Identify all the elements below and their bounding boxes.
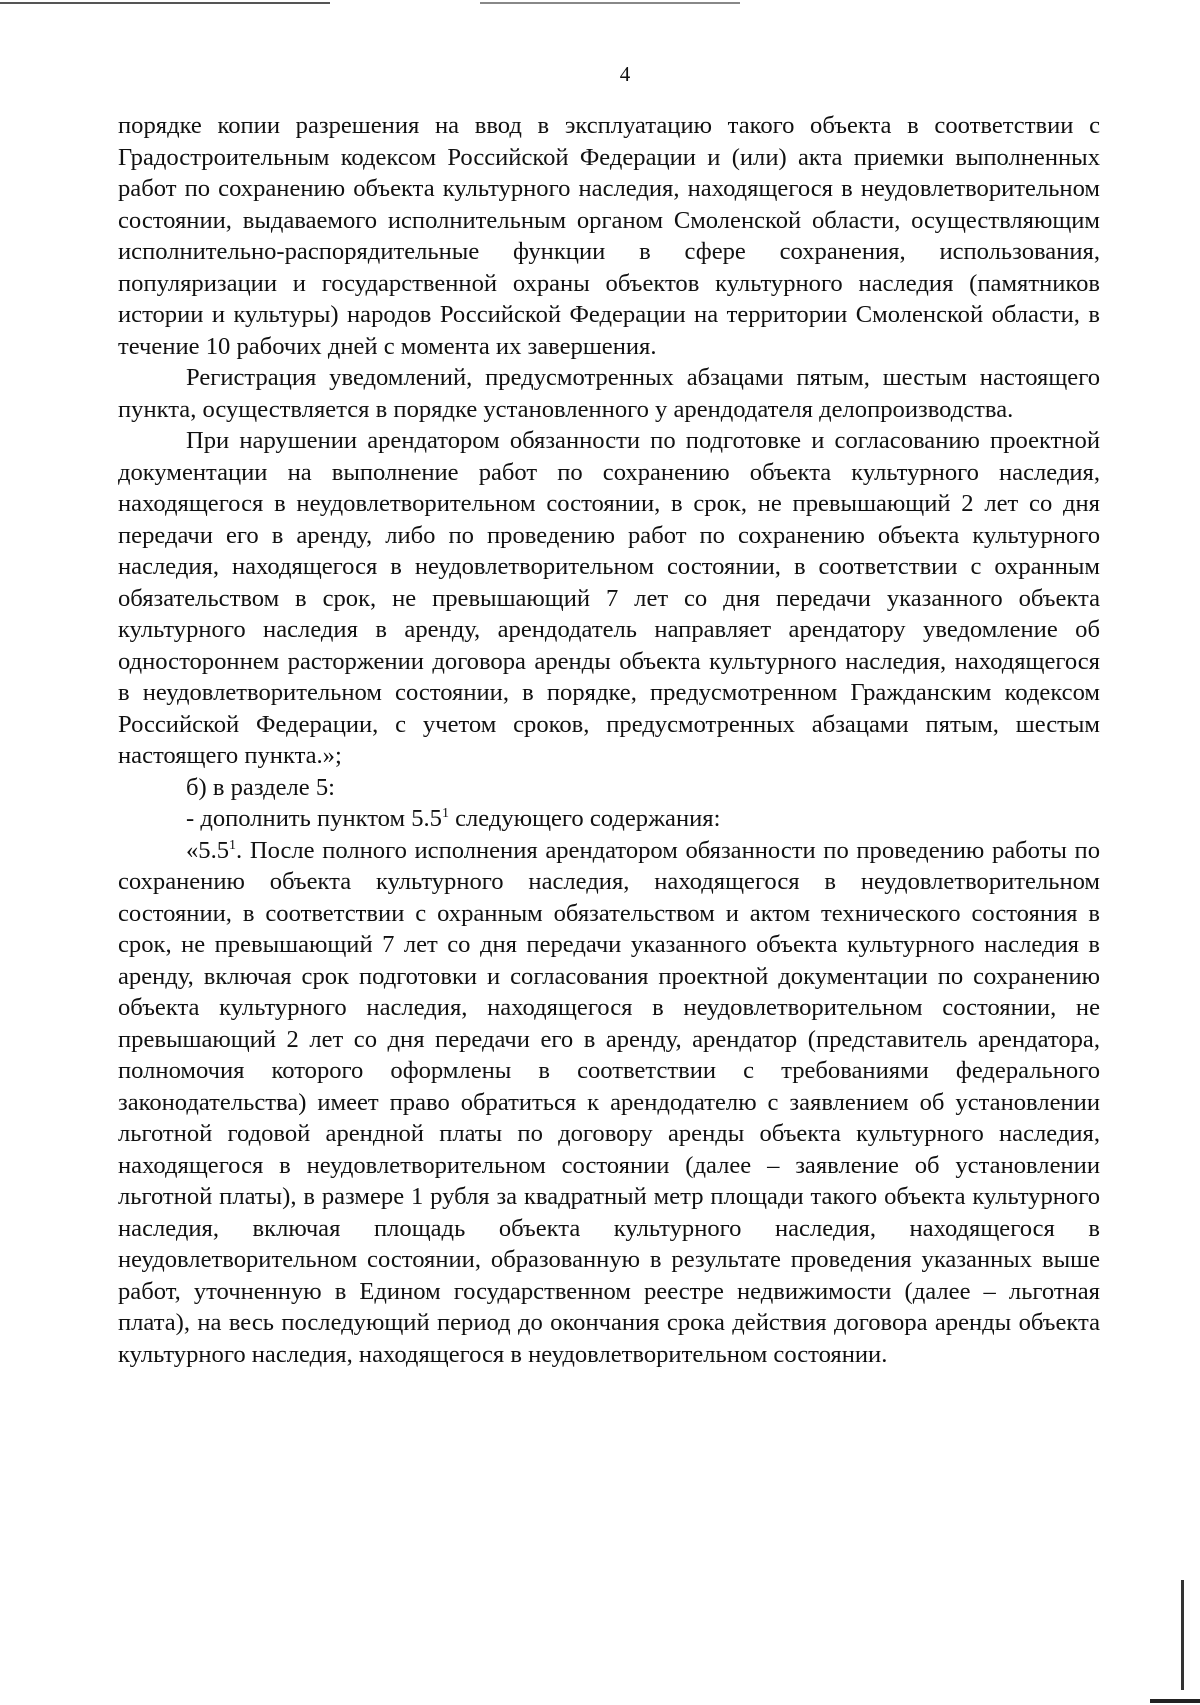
scan-artifact-right-edge xyxy=(1181,1580,1184,1690)
add-clause-text-end: следующего содержания: xyxy=(448,805,721,832)
paragraph-add-clause xyxy=(118,803,1100,835)
paragraph-registration: Регистрация уведомлений, предусмотренных абзацами пятым, шестым настоящего пункта, осуществляется в порядке установленного у арендодателя делопроизводства. xyxy=(118,364,1100,423)
paragraph-continuation: порядке копии разрешения на ввод в эксплуатацию такого объекта в соответствии с Градостроительным кодексом Российской Федерации и (или) акта приемки выполненных работ по сохранению объекта культурного наследия, находящегося в неудовлетворительном состоянии, выдаваемого исполнительным органом Смоленской области, осуществляющим исполнительно-распорядительные функции в сфере сохранения, использования, популяризации и государственной охраны объектов культурного наследия (памятников истории и культуры) народов Российской Федерации на территории Смоленской области, в течение 10 рабочих дней с момента их завершения. xyxy=(118,112,1100,360)
clause-number: «5.5 xyxy=(186,836,230,864)
clause-superscript: 1 xyxy=(229,837,237,853)
add-clause-text: - дополнить пунктом 5.5 xyxy=(186,805,442,832)
paragraph-clause-5-5-1 xyxy=(118,835,1100,1371)
page-number: 4 xyxy=(619,62,631,86)
scan-artifact-top-center xyxy=(480,2,740,4)
scan-artifact-bottom-corner xyxy=(1150,1699,1200,1703)
scan-artifact-top-left xyxy=(0,2,330,4)
clause-text: . После полного исполнения арендатором обязанности по проведению работы по сохранению объекта культурного наследия, находящегося в неудовлетворительном состоянии, в соответствии с охранным обязательством и актом технического состояния в срок, не превышающий 7 лет со дня передачи указанного объекта культурного наследия в аренду, включая срок подготовки и согласования проектной документации по сохранению объекта культурного наследия, находящегося в неудовлетворительном состоянии, не превышающий 2 лет со дня передачи его в аренду, арендатор (представитель арендатора, полномочия которого оформлены в соответствии с требованиями федерального законодательства) имеет право обратиться к арендодателю с заявлением об установлении льготной годовой арендной платы по договору аренды объекта культурного наследия, находящегося в неудовлетворительном состоянии (далее – заявление об установлении льготной платы), в размере 1 рубля за квадратный метр площади такого объекта культурного наследия, включая площадь объекта культурного наследия, находящегося в неудовлетворительном состоянии, образованную в результате проведения указанных выше работ, уточненную в Едином государственном реестре недвижимости (далее – льготная плата), на весь последующий период до окончания срока действия договора аренды объекта культурного наследия, находящегося в неудовлетворительном состоянии. xyxy=(118,836,1100,1368)
paragraph-violation: При нарушении арендатором обязанности по подготовке и согласованию проектной документации на выполнение работ по сохранению объекта культурного наследия, находящегося в неудовлетворительном состоянии, в срок, не превышающий 2 лет со дня передачи его в аренду, либо по проведению работ по сохранению объекта культурного наследия, находящегося в неудовлетворительном состоянии, в соответствии с охранным обязательством в срок, не превышающий 7 лет со дня передачи указанного объекта культурного наследия в аренду, арендодатель направляет арендатору уведомление об одностороннем расторжении договора аренды объекта культурного наследия, находящегося в неудовлетворительном состоянии, в порядке, предусмотренном Гражданским кодексом Российской Федерации, с учетом сроков, предусмотренных абзацами пятым, шестым настоящего пункта.»; xyxy=(118,427,1100,769)
add-clause-superscript: 1 xyxy=(441,806,449,821)
document-body xyxy=(118,110,1100,1370)
paragraph-section-5: б) в разделе 5: xyxy=(186,773,335,801)
